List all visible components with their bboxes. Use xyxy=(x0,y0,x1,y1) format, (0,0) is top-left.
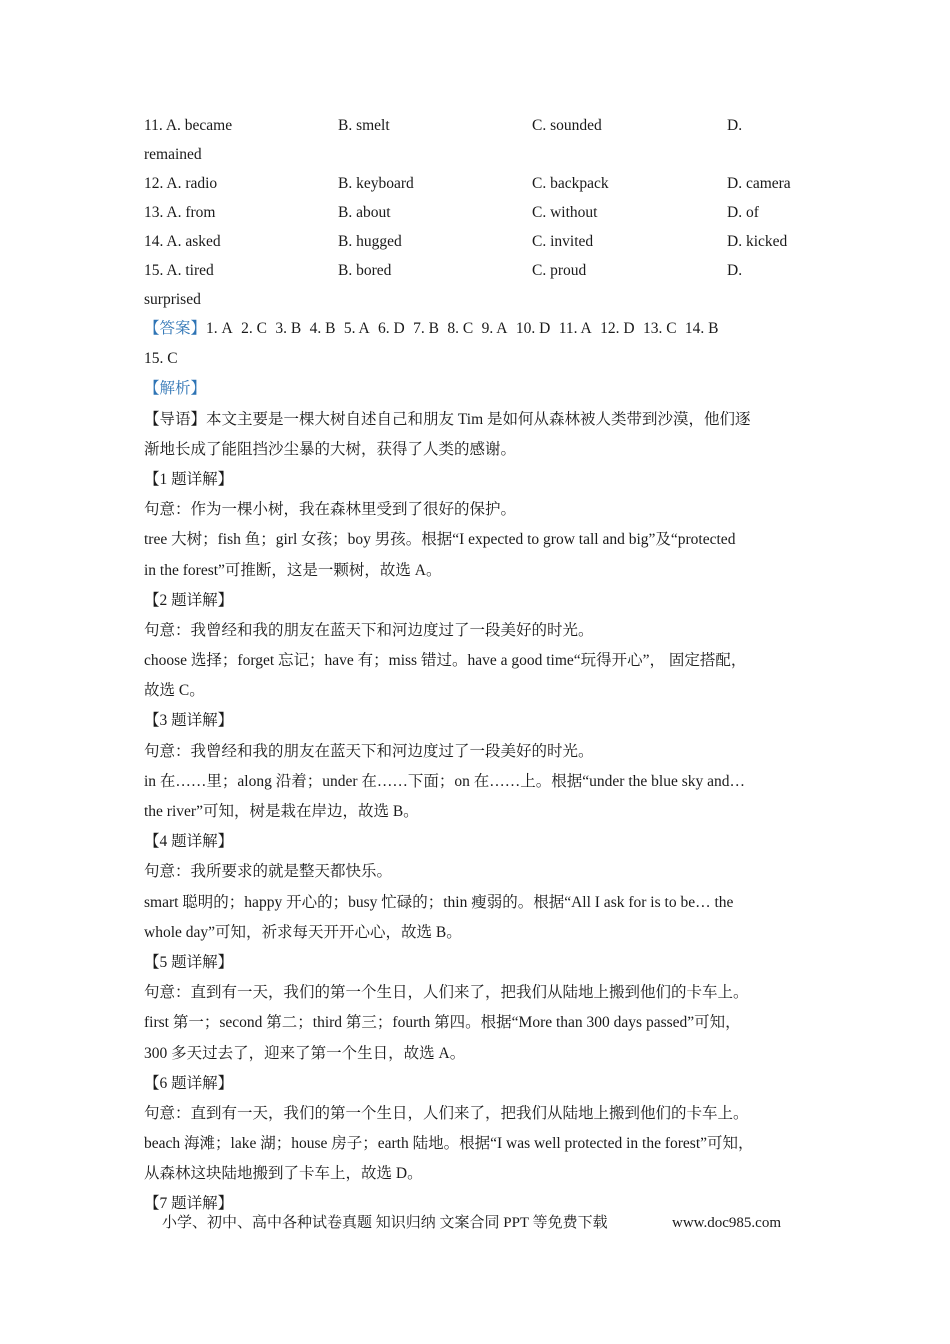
answer-item: 11. A xyxy=(558,320,592,337)
answer-item: 9. A xyxy=(481,320,508,337)
option-a: 15. A. tired xyxy=(144,262,214,279)
answer-item: 8. C xyxy=(447,320,474,337)
option-b: B. hugged xyxy=(338,233,402,250)
detail-section-4 xyxy=(144,827,814,948)
option-b: B. keyboard xyxy=(338,175,414,192)
answer-tag: 【答案】 xyxy=(144,320,207,337)
detail-section-1 xyxy=(144,465,814,586)
explanation-line: whole day”可知，祈求每天开开心心，故选 B。 xyxy=(144,923,462,941)
option-c: C. sounded xyxy=(532,117,602,134)
answer-line xyxy=(144,314,814,344)
option-c: C. without xyxy=(532,204,598,221)
footer-text: 小学、初中、高中各种试卷真题 知识归纳 文案合同 PPT 等免费下载 xyxy=(162,1215,608,1231)
option-c: C. backpack xyxy=(532,175,609,192)
section-heading: 【5 题详解】 xyxy=(144,953,234,971)
option-b: B. bored xyxy=(338,262,392,279)
question-14-options xyxy=(144,227,814,256)
footer-url: www.doc985.com xyxy=(672,1215,782,1231)
option-d: D. xyxy=(727,262,743,279)
explanation-line: in the forest”可推断，这是一颗树，故选 A。 xyxy=(144,561,442,579)
answer-item: 10. D xyxy=(515,320,551,337)
answer-item: 13. C xyxy=(642,320,677,337)
question-15-options xyxy=(144,256,814,285)
answer-item: 3. B xyxy=(275,320,302,337)
answer-item: 1. A xyxy=(206,320,233,337)
answer-item: 14. B xyxy=(684,320,719,337)
section-heading: 【3 题详解】 xyxy=(144,712,234,730)
option-a: 13. A. from xyxy=(144,204,216,221)
sentence-meaning: 句意：作为一棵小树，我在森林里受到了很好的保护。 xyxy=(144,501,517,519)
question-11-options xyxy=(144,111,814,140)
answer-item: 12. D xyxy=(600,320,635,337)
explanation-line: tree 大树；fish 鱼；girl 女孩；boy 男孩。根据“I expected to grow tall and big”及“protected xyxy=(144,531,736,549)
option-d: D. camera xyxy=(727,175,791,192)
option-d: D. xyxy=(727,117,743,134)
explanation-line: 从森林这块陆地搬到了卡车上，故选 D。 xyxy=(144,1165,423,1183)
option-a: 11. A. became xyxy=(144,117,233,134)
section-heading: 【7 题详解】 xyxy=(144,1195,234,1213)
option-b: B. about xyxy=(338,204,391,221)
section-heading: 【1 题详解】 xyxy=(144,470,234,488)
answer-item: 4. B xyxy=(309,320,336,337)
detail-section-6 xyxy=(144,1069,814,1190)
explanation-line: smart 聪明的；happy 开心的；busy 忙碌的；thin 瘦弱的。根据“All I ask for is to be… the xyxy=(144,893,734,911)
analysis-tag: 【解析】 xyxy=(144,380,207,398)
answer-item-last: 15. C xyxy=(144,350,178,368)
explanation-line: the river”可知，树是栽在岸边，故选 B。 xyxy=(144,803,419,820)
section-heading: 【4 题详解】 xyxy=(144,833,234,851)
explanation-line: 300 多天过去了，迎来了第一个生日，故选 A。 xyxy=(144,1044,466,1062)
option-a: 12. A. radio xyxy=(144,175,218,192)
detail-section-5 xyxy=(144,948,814,1069)
sentence-meaning: 句意：我所要求的就是整天都快乐。 xyxy=(144,863,393,881)
explanation-line: 故选 C。 xyxy=(144,682,205,700)
sentence-meaning: 句意：直到有一天，我们的第一个生日，人们来了，把我们从陆地上搬到他们的卡车上。 xyxy=(144,1104,749,1122)
section-heading: 【6 题详解】 xyxy=(144,1074,234,1092)
option-a: 14. A. asked xyxy=(144,233,221,250)
sentence-meaning: 句意：直到有一天，我们的第一个生日，人们来了，把我们从陆地上搬到他们的卡车上。 xyxy=(144,984,749,1002)
sentence-meaning: 句意：我曾经和我的朋友在蓝天下和河边度过了一段美好的时光。 xyxy=(144,742,594,760)
option-d-overflow: surprised xyxy=(144,291,201,308)
intro-line: 【导语】本文主要是一棵大树自述自己和朋友 Tim 是如何从森林被人类带到沙漠，他们逐 xyxy=(144,410,751,428)
sentence-meaning: 句意：我曾经和我的朋友在蓝天下和河边度过了一段美好的时光。 xyxy=(144,621,594,639)
explanation-line: choose 选择；forget 忘记；have 有；miss 错过。have a good time“玩得开心”， 固定搭配， xyxy=(144,652,747,670)
detail-section-3 xyxy=(144,706,814,827)
option-d-overflow: remained xyxy=(144,146,202,163)
question-13-options xyxy=(144,198,814,227)
explanation-line: beach 海滩；lake 湖；house 房子；earth 陆地。根据“I was well protected in the forest”可知， xyxy=(144,1135,754,1153)
explanation-line: in 在……里；along 沿着；under 在……下面；on 在……上。根据“under the blue sky and… xyxy=(144,772,745,790)
answer-item: 5. A xyxy=(343,320,370,337)
option-d: D. kicked xyxy=(727,233,788,250)
section-heading: 【2 题详解】 xyxy=(144,591,234,609)
option-d: D. of xyxy=(727,204,759,221)
question-12-options xyxy=(144,169,814,198)
page-footer xyxy=(162,1208,782,1238)
explanation-line: first 第一；second 第二；third 第三；fourth 第四。根据“More than 300 days passed”可知， xyxy=(144,1014,741,1032)
intro-line: 渐地长成了能阻挡沙尘暴的大树，获得了人类的感谢。 xyxy=(144,440,517,458)
option-c: C. invited xyxy=(532,233,594,250)
detail-section-2 xyxy=(144,586,814,707)
document-body xyxy=(144,111,814,1220)
answer-item: 7. B xyxy=(413,320,439,337)
answer-item: 6. D xyxy=(378,320,405,337)
option-b: B. smelt xyxy=(338,117,390,134)
answer-item: 2. C xyxy=(241,320,267,337)
option-c: C. proud xyxy=(532,262,587,279)
